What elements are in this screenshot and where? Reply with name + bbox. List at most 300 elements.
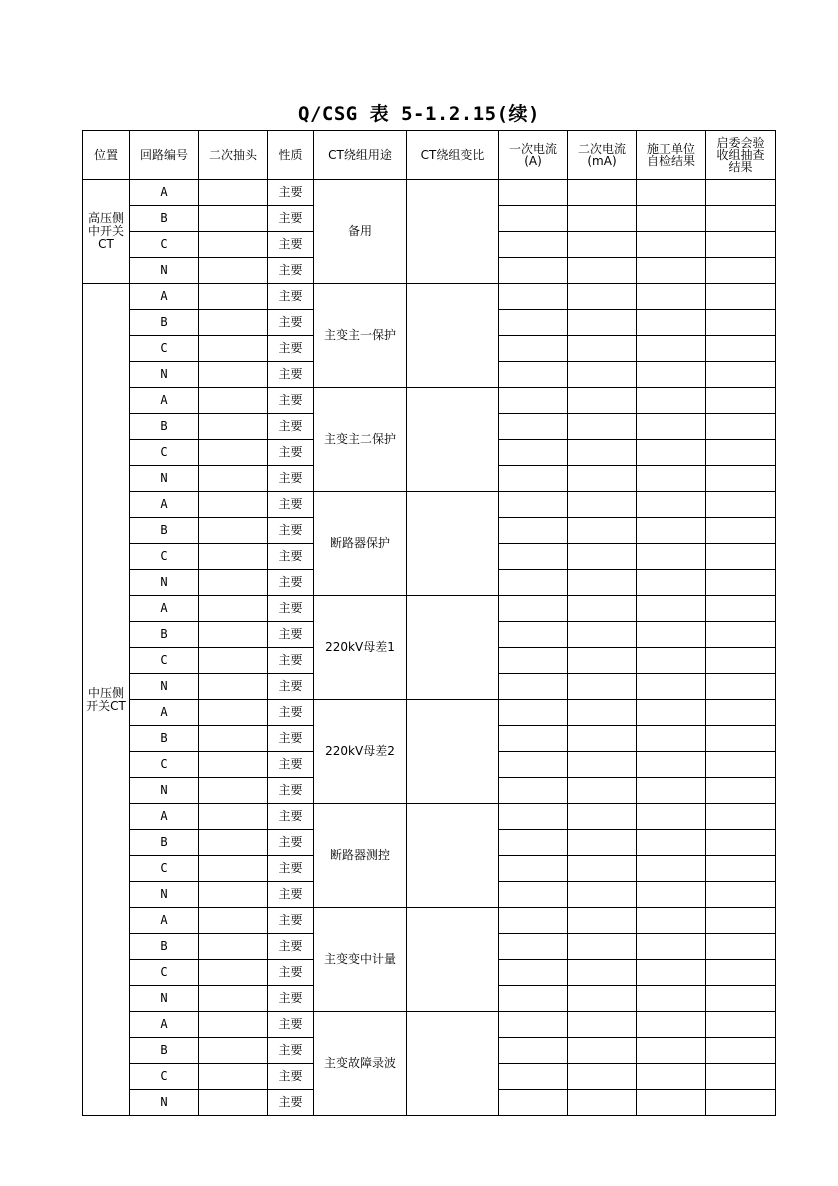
nature-cell: 主要 <box>268 882 314 908</box>
primary-current-cell[interactable] <box>499 336 568 362</box>
primary-current-cell[interactable] <box>499 180 568 206</box>
contractor-result-cell[interactable] <box>637 284 706 310</box>
nature-cell: 主要 <box>268 1012 314 1038</box>
nature-cell: 主要 <box>268 934 314 960</box>
ct-check-table <box>82 130 776 1116</box>
table-row <box>83 388 776 414</box>
circuit-cell: A <box>130 700 199 726</box>
primary-current-cell[interactable] <box>499 440 568 466</box>
secondary-tap-cell[interactable] <box>199 726 268 752</box>
secondary-tap-cell[interactable] <box>199 1090 268 1116</box>
committee-result-cell[interactable] <box>706 830 776 856</box>
ct-ratio-cell[interactable] <box>407 804 499 908</box>
secondary-current-cell[interactable] <box>568 1038 637 1064</box>
table-row <box>83 908 776 934</box>
secondary-tap-cell[interactable] <box>199 544 268 570</box>
committee-result-cell[interactable] <box>706 310 776 336</box>
circuit-cell: B <box>130 830 199 856</box>
committee-result-cell[interactable] <box>706 388 776 414</box>
contractor-result-cell[interactable] <box>637 440 706 466</box>
header-ct-ratio: CT绕组变比 <box>407 131 499 180</box>
committee-result-cell[interactable] <box>706 986 776 1012</box>
secondary-tap-cell[interactable] <box>199 830 268 856</box>
secondary-current-cell[interactable] <box>568 466 637 492</box>
header-committee-result <box>706 131 776 180</box>
primary-current-cell[interactable] <box>499 362 568 388</box>
secondary-tap-cell[interactable] <box>199 960 268 986</box>
secondary-tap-cell[interactable] <box>199 492 268 518</box>
committee-result-cell[interactable] <box>706 206 776 232</box>
ct-ratio-cell[interactable] <box>407 596 499 700</box>
ct-ratio-cell[interactable] <box>407 492 499 596</box>
nature-cell: 主要 <box>268 544 314 570</box>
secondary-tap-cell[interactable] <box>199 934 268 960</box>
contractor-result-cell[interactable] <box>637 674 706 700</box>
ct-ratio-cell[interactable] <box>407 180 499 284</box>
header-committee-result-text: 启委会验收组抽查结果 <box>716 136 765 174</box>
circuit-cell: A <box>130 388 199 414</box>
circuit-cell: N <box>130 570 199 596</box>
ct-usage-cell: 备用 <box>314 180 407 284</box>
primary-current-cell[interactable] <box>499 622 568 648</box>
primary-current-cell[interactable] <box>499 258 568 284</box>
secondary-current-cell[interactable] <box>568 336 637 362</box>
secondary-tap-cell[interactable] <box>199 570 268 596</box>
primary-current-cell[interactable] <box>499 934 568 960</box>
header-row <box>83 131 776 180</box>
contractor-result-cell[interactable] <box>637 570 706 596</box>
table-row <box>83 492 776 518</box>
secondary-tap-cell[interactable] <box>199 414 268 440</box>
circuit-cell: N <box>130 1090 199 1116</box>
circuit-cell: C <box>130 960 199 986</box>
committee-result-cell[interactable] <box>706 752 776 778</box>
secondary-current-cell[interactable] <box>568 388 637 414</box>
secondary-current-cell[interactable] <box>568 778 637 804</box>
secondary-tap-cell[interactable] <box>199 648 268 674</box>
primary-current-cell[interactable] <box>499 752 568 778</box>
primary-current-cell[interactable] <box>499 648 568 674</box>
contractor-result-cell[interactable] <box>637 908 706 934</box>
secondary-tap-cell[interactable] <box>199 986 268 1012</box>
ct-ratio-cell[interactable] <box>407 388 499 492</box>
nature-cell: 主要 <box>268 726 314 752</box>
committee-result-cell[interactable] <box>706 700 776 726</box>
nature-cell: 主要 <box>268 752 314 778</box>
committee-result-cell[interactable] <box>706 362 776 388</box>
nature-cell: 主要 <box>268 908 314 934</box>
ct-usage-cell: 主变主二保护 <box>314 388 407 492</box>
nature-cell: 主要 <box>268 1064 314 1090</box>
secondary-current-cell[interactable] <box>568 258 637 284</box>
nature-cell: 主要 <box>268 830 314 856</box>
secondary-tap-cell[interactable] <box>199 310 268 336</box>
committee-result-cell[interactable] <box>706 908 776 934</box>
header-secondary-current-text: 二次电流(mA) <box>577 142 626 168</box>
circuit-cell: C <box>130 232 199 258</box>
nature-cell: 主要 <box>268 1038 314 1064</box>
circuit-cell: B <box>130 726 199 752</box>
secondary-tap-cell[interactable] <box>199 232 268 258</box>
nature-cell: 主要 <box>268 518 314 544</box>
secondary-current-cell[interactable] <box>568 700 637 726</box>
secondary-current-cell[interactable] <box>568 180 637 206</box>
committee-result-cell[interactable] <box>706 518 776 544</box>
primary-current-cell[interactable] <box>499 674 568 700</box>
secondary-tap-cell[interactable] <box>199 596 268 622</box>
primary-current-cell[interactable] <box>499 492 568 518</box>
secondary-current-cell[interactable] <box>568 206 637 232</box>
header-nature: 性质 <box>268 131 314 180</box>
primary-current-cell[interactable] <box>499 518 568 544</box>
nature-cell: 主要 <box>268 804 314 830</box>
header-contractor-result-text: 施工单位自检结果 <box>646 142 695 168</box>
contractor-result-cell[interactable] <box>637 986 706 1012</box>
circuit-cell: C <box>130 856 199 882</box>
primary-current-cell[interactable] <box>499 908 568 934</box>
committee-result-cell[interactable] <box>706 336 776 362</box>
nature-cell: 主要 <box>268 856 314 882</box>
nature-cell: 主要 <box>268 310 314 336</box>
primary-current-cell[interactable] <box>499 284 568 310</box>
ct-ratio-cell[interactable] <box>407 284 499 388</box>
position-label: 中压侧开关CT <box>86 685 126 713</box>
contractor-result-cell[interactable] <box>637 960 706 986</box>
contractor-result-cell[interactable] <box>637 882 706 908</box>
secondary-tap-cell[interactable] <box>199 1038 268 1064</box>
primary-current-cell[interactable] <box>499 570 568 596</box>
page-title: Q/CSG 表 5-1.2.15(续) <box>298 103 540 125</box>
secondary-current-cell[interactable] <box>568 1090 637 1116</box>
secondary-current-cell[interactable] <box>568 414 637 440</box>
primary-current-cell[interactable] <box>499 206 568 232</box>
committee-result-cell[interactable] <box>706 596 776 622</box>
nature-cell: 主要 <box>268 648 314 674</box>
header-secondary-current <box>568 131 637 180</box>
secondary-current-cell[interactable] <box>568 232 637 258</box>
contractor-result-cell[interactable] <box>637 752 706 778</box>
secondary-current-cell[interactable] <box>568 986 637 1012</box>
table-row <box>83 700 776 726</box>
nature-cell: 主要 <box>268 388 314 414</box>
ct-usage-cell: 主变故障录波 <box>314 1012 407 1116</box>
primary-current-cell[interactable] <box>499 856 568 882</box>
primary-current-cell[interactable] <box>499 804 568 830</box>
circuit-cell: B <box>130 414 199 440</box>
nature-cell: 主要 <box>268 206 314 232</box>
contractor-result-cell[interactable] <box>637 648 706 674</box>
secondary-current-cell[interactable] <box>568 544 637 570</box>
contractor-result-cell[interactable] <box>637 830 706 856</box>
primary-current-cell[interactable] <box>499 232 568 258</box>
ct-usage-cell: 220kV母差1 <box>314 596 407 700</box>
primary-current-cell[interactable] <box>499 466 568 492</box>
contractor-result-cell[interactable] <box>637 1012 706 1038</box>
primary-current-cell[interactable] <box>499 726 568 752</box>
secondary-current-cell[interactable] <box>568 648 637 674</box>
secondary-current-cell[interactable] <box>568 856 637 882</box>
circuit-cell: C <box>130 440 199 466</box>
secondary-current-cell[interactable] <box>568 960 637 986</box>
committee-result-cell[interactable] <box>706 882 776 908</box>
committee-result-cell[interactable] <box>706 1012 776 1038</box>
circuit-cell: B <box>130 934 199 960</box>
contractor-result-cell[interactable] <box>637 414 706 440</box>
secondary-tap-cell[interactable] <box>199 440 268 466</box>
contractor-result-cell[interactable] <box>637 596 706 622</box>
contractor-result-cell[interactable] <box>637 622 706 648</box>
secondary-current-cell[interactable] <box>568 596 637 622</box>
nature-cell: 主要 <box>268 362 314 388</box>
nature-cell: 主要 <box>268 258 314 284</box>
committee-result-cell[interactable] <box>706 440 776 466</box>
nature-cell: 主要 <box>268 180 314 206</box>
nature-cell: 主要 <box>268 440 314 466</box>
primary-current-cell[interactable] <box>499 310 568 336</box>
secondary-current-cell[interactable] <box>568 934 637 960</box>
secondary-tap-cell[interactable] <box>199 674 268 700</box>
committee-result-cell[interactable] <box>706 856 776 882</box>
circuit-cell: A <box>130 1012 199 1038</box>
circuit-cell: B <box>130 622 199 648</box>
header-circuit: 回路编号 <box>130 131 199 180</box>
contractor-result-cell[interactable] <box>637 544 706 570</box>
nature-cell: 主要 <box>268 622 314 648</box>
contractor-result-cell[interactable] <box>637 258 706 284</box>
ct-ratio-cell[interactable] <box>407 1012 499 1116</box>
primary-current-cell[interactable] <box>499 960 568 986</box>
primary-current-cell[interactable] <box>499 986 568 1012</box>
ct-usage-cell: 断路器测控 <box>314 804 407 908</box>
committee-result-cell[interactable] <box>706 466 776 492</box>
committee-result-cell[interactable] <box>706 778 776 804</box>
secondary-current-cell[interactable] <box>568 440 637 466</box>
committee-result-cell[interactable] <box>706 232 776 258</box>
circuit-cell: A <box>130 804 199 830</box>
secondary-tap-cell[interactable] <box>199 362 268 388</box>
contractor-result-cell[interactable] <box>637 778 706 804</box>
committee-result-cell[interactable] <box>706 180 776 206</box>
secondary-current-cell[interactable] <box>568 882 637 908</box>
circuit-cell: N <box>130 778 199 804</box>
table-row <box>83 180 776 206</box>
table-row <box>83 804 776 830</box>
committee-result-cell[interactable] <box>706 726 776 752</box>
header-secondary-tap: 二次抽头 <box>199 131 268 180</box>
secondary-tap-cell[interactable] <box>199 752 268 778</box>
contractor-result-cell[interactable] <box>637 388 706 414</box>
secondary-tap-cell[interactable] <box>199 856 268 882</box>
nature-cell: 主要 <box>268 414 314 440</box>
primary-current-cell[interactable] <box>499 700 568 726</box>
secondary-tap-cell[interactable] <box>199 778 268 804</box>
header-ct-usage: CT绕组用途 <box>314 131 407 180</box>
primary-current-cell[interactable] <box>499 414 568 440</box>
ct-usage-cell: 主变主一保护 <box>314 284 407 388</box>
header-position: 位置 <box>83 131 130 180</box>
committee-result-cell[interactable] <box>706 1090 776 1116</box>
primary-current-cell[interactable] <box>499 1038 568 1064</box>
ct-usage-cell: 220kV母差2 <box>314 700 407 804</box>
secondary-current-cell[interactable] <box>568 804 637 830</box>
primary-current-cell[interactable] <box>499 778 568 804</box>
circuit-cell: B <box>130 206 199 232</box>
circuit-cell: A <box>130 908 199 934</box>
circuit-cell: B <box>130 310 199 336</box>
primary-current-cell[interactable] <box>499 388 568 414</box>
secondary-tap-cell[interactable] <box>199 622 268 648</box>
contractor-result-cell[interactable] <box>637 336 706 362</box>
primary-current-cell[interactable] <box>499 1064 568 1090</box>
contractor-result-cell[interactable] <box>637 518 706 544</box>
ct-ratio-cell[interactable] <box>407 908 499 1012</box>
header-contractor-result <box>637 131 706 180</box>
circuit-cell: B <box>130 1038 199 1064</box>
secondary-current-cell[interactable] <box>568 1012 637 1038</box>
secondary-tap-cell[interactable] <box>199 336 268 362</box>
nature-cell: 主要 <box>268 570 314 596</box>
contractor-result-cell[interactable] <box>637 310 706 336</box>
circuit-cell: N <box>130 882 199 908</box>
secondary-current-cell[interactable] <box>568 492 637 518</box>
contractor-result-cell[interactable] <box>637 934 706 960</box>
secondary-tap-cell[interactable] <box>199 258 268 284</box>
primary-current-cell[interactable] <box>499 1090 568 1116</box>
nature-cell: 主要 <box>268 232 314 258</box>
nature-cell: 主要 <box>268 466 314 492</box>
contractor-result-cell[interactable] <box>637 726 706 752</box>
nature-cell: 主要 <box>268 1090 314 1116</box>
ct-ratio-cell[interactable] <box>407 700 499 804</box>
committee-result-cell[interactable] <box>706 804 776 830</box>
secondary-current-cell[interactable] <box>568 362 637 388</box>
circuit-cell: C <box>130 648 199 674</box>
secondary-tap-cell[interactable] <box>199 1012 268 1038</box>
circuit-cell: C <box>130 544 199 570</box>
primary-current-cell[interactable] <box>499 1012 568 1038</box>
contractor-result-cell[interactable] <box>637 206 706 232</box>
position-label: 高压侧中开关CT <box>87 211 124 251</box>
secondary-tap-cell[interactable] <box>199 466 268 492</box>
table-row <box>83 1012 776 1038</box>
contractor-result-cell[interactable] <box>637 804 706 830</box>
contractor-result-cell[interactable] <box>637 856 706 882</box>
secondary-current-cell[interactable] <box>568 622 637 648</box>
nature-cell: 主要 <box>268 492 314 518</box>
contractor-result-cell[interactable] <box>637 1064 706 1090</box>
secondary-current-cell[interactable] <box>568 908 637 934</box>
nature-cell: 主要 <box>268 778 314 804</box>
secondary-current-cell[interactable] <box>568 752 637 778</box>
circuit-cell: N <box>130 466 199 492</box>
nature-cell: 主要 <box>268 596 314 622</box>
committee-result-cell[interactable] <box>706 492 776 518</box>
circuit-cell: C <box>130 336 199 362</box>
committee-result-cell[interactable] <box>706 258 776 284</box>
circuit-cell: N <box>130 674 199 700</box>
circuit-cell: N <box>130 258 199 284</box>
circuit-cell: N <box>130 986 199 1012</box>
secondary-current-cell[interactable] <box>568 1064 637 1090</box>
committee-result-cell[interactable] <box>706 284 776 310</box>
circuit-cell: A <box>130 284 199 310</box>
circuit-cell: A <box>130 492 199 518</box>
contractor-result-cell[interactable] <box>637 180 706 206</box>
secondary-current-cell[interactable] <box>568 518 637 544</box>
secondary-tap-cell[interactable] <box>199 180 268 206</box>
circuit-cell: C <box>130 752 199 778</box>
contractor-result-cell[interactable] <box>637 1038 706 1064</box>
secondary-tap-cell[interactable] <box>199 388 268 414</box>
table-row <box>83 596 776 622</box>
committee-result-cell[interactable] <box>706 674 776 700</box>
circuit-cell: A <box>130 596 199 622</box>
committee-result-cell[interactable] <box>706 414 776 440</box>
secondary-current-cell[interactable] <box>568 726 637 752</box>
contractor-result-cell[interactable] <box>637 700 706 726</box>
committee-result-cell[interactable] <box>706 570 776 596</box>
secondary-tap-cell[interactable] <box>199 804 268 830</box>
nature-cell: 主要 <box>268 284 314 310</box>
circuit-cell: B <box>130 518 199 544</box>
secondary-tap-cell[interactable] <box>199 882 268 908</box>
primary-current-cell[interactable] <box>499 882 568 908</box>
nature-cell: 主要 <box>268 986 314 1012</box>
contractor-result-cell[interactable] <box>637 492 706 518</box>
secondary-tap-cell[interactable] <box>199 908 268 934</box>
secondary-current-cell[interactable] <box>568 830 637 856</box>
secondary-tap-cell[interactable] <box>199 518 268 544</box>
committee-result-cell[interactable] <box>706 934 776 960</box>
nature-cell: 主要 <box>268 960 314 986</box>
contractor-result-cell[interactable] <box>637 362 706 388</box>
committee-result-cell[interactable] <box>706 1064 776 1090</box>
circuit-cell: N <box>130 362 199 388</box>
circuit-cell: C <box>130 1064 199 1090</box>
secondary-tap-cell[interactable] <box>199 700 268 726</box>
secondary-current-cell[interactable] <box>568 674 637 700</box>
secondary-tap-cell[interactable] <box>199 206 268 232</box>
header-primary-current-text: 一次电流(A) <box>508 142 557 168</box>
table-row <box>83 284 776 310</box>
position-cell <box>83 180 130 284</box>
committee-result-cell[interactable] <box>706 544 776 570</box>
primary-current-cell[interactable] <box>499 830 568 856</box>
secondary-tap-cell[interactable] <box>199 1064 268 1090</box>
committee-result-cell[interactable] <box>706 960 776 986</box>
ct-usage-cell: 主变变中计量 <box>314 908 407 1012</box>
nature-cell: 主要 <box>268 674 314 700</box>
primary-current-cell[interactable] <box>499 596 568 622</box>
position-cell <box>83 284 130 1116</box>
secondary-current-cell[interactable] <box>568 570 637 596</box>
contractor-result-cell[interactable] <box>637 232 706 258</box>
nature-cell: 主要 <box>268 336 314 362</box>
secondary-tap-cell[interactable] <box>199 284 268 310</box>
header-primary-current <box>499 131 568 180</box>
committee-result-cell[interactable] <box>706 1038 776 1064</box>
committee-result-cell[interactable] <box>706 648 776 674</box>
primary-current-cell[interactable] <box>499 544 568 570</box>
nature-cell: 主要 <box>268 700 314 726</box>
circuit-cell: A <box>130 180 199 206</box>
committee-result-cell[interactable] <box>706 622 776 648</box>
secondary-current-cell[interactable] <box>568 284 637 310</box>
contractor-result-cell[interactable] <box>637 1090 706 1116</box>
secondary-current-cell[interactable] <box>568 310 637 336</box>
ct-usage-cell: 断路器保护 <box>314 492 407 596</box>
contractor-result-cell[interactable] <box>637 466 706 492</box>
